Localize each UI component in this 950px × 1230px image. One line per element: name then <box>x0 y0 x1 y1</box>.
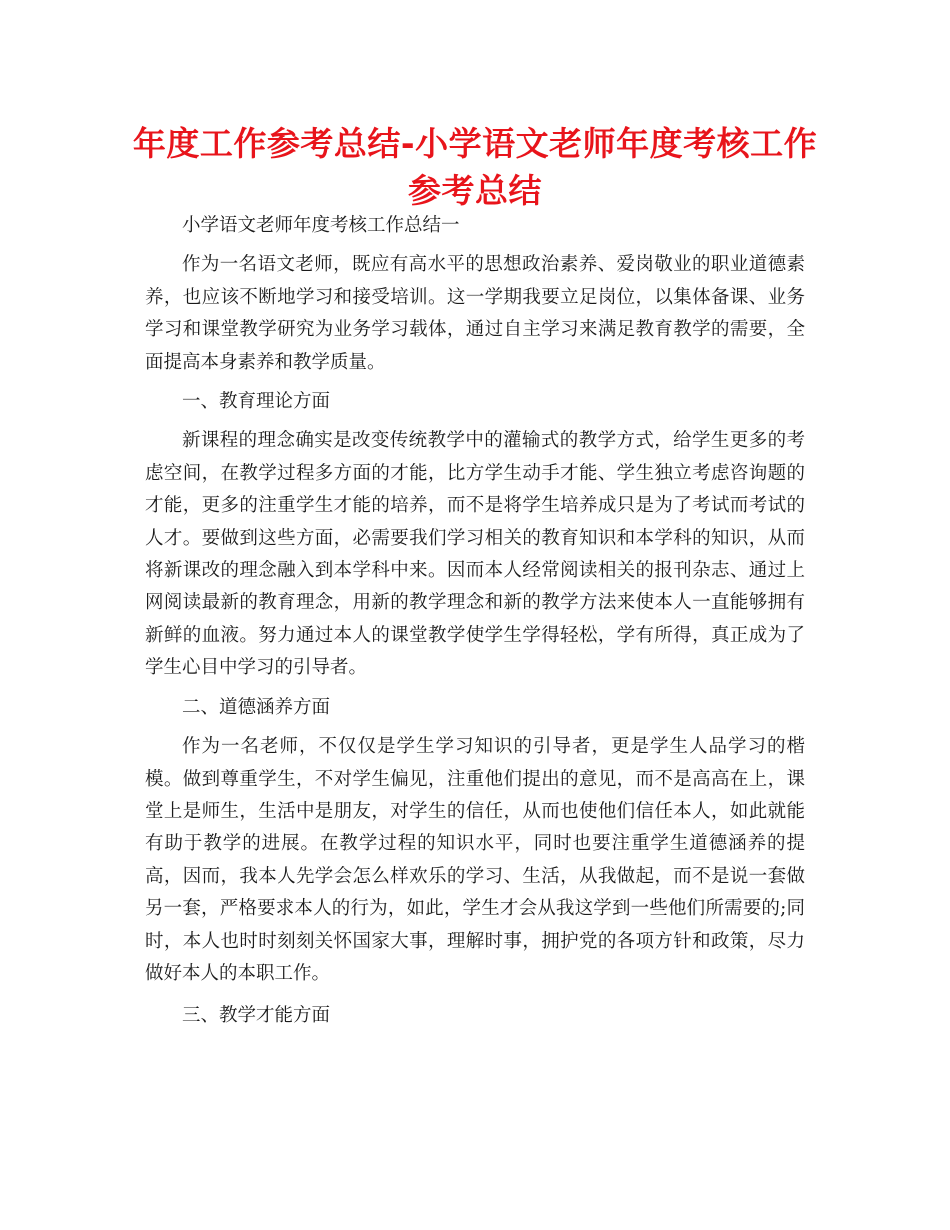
section-heading-moral-cultivation: 二、道德涵养方面 <box>182 696 331 718</box>
document-title: 年度工作参考总结-小学语文老师年度考核工作参考总结 <box>132 124 818 210</box>
document-subtitle: 小学语文老师年度考核工作总结一 <box>182 215 460 236</box>
section-paragraph-moral-cultivation: 作为一名老师，不仅仅是学生学习知识的引导者，更是学生人品学习的楷模。做到尊重学生，不对学生偏见，注重他们提出的意见，而不是高高在上，课堂上是师生，生活中是朋友，对学生的信任，从而也使他们信任本人，如此就能有助于教学的进展。在教学过程的知识水平，同时也要注重学生道德涵养的提高，因而，我本人先学会怎么样欢乐的学习、生活，从我做起，而不是说一套做另一套，严格要求本人的行为，如此，学生才会从我这学到一些他们所需要的;同时，本人也时时刻刻关怀国家大事，理解时事，拥护党的各项方针和政策，尽力做好本人的本职工作。 <box>145 736 805 984</box>
section-heading-teaching-ability: 三、教学才能方面 <box>182 1005 331 1027</box>
section-paragraph-education-theory: 新课程的理念确实是改变传统教学中的灌输式的教学方式，给学生更多的考虑空间，在教学过程多方面的才能，比方学生动手才能、学生独立考虑咨询题的才能，更多的注重学生才能的培养，而不是将学生培养成只是为了考试而考试的人才。要做到这些方面，必需要我们学习相关的教育知识和本学科的知识，从而将新课改的理念融入到本学科中来。因而本人经常阅读相关的报刊杂志、通过上网阅读最新的教育理念，用新的教学理念和新的教学方法来使本人一直能够拥有新鲜的血液。努力通过本人的课堂教学使学生学得轻松，学有所得，真正成为了学生心目中学习的引导者。 <box>145 430 805 679</box>
section-heading-education-theory: 一、教育理论方面 <box>182 391 331 413</box>
document-body <box>145 210 805 1033</box>
intro-paragraph: 作为一名语文老师，既应有高水平的思想政治素养、爱岗敬业的职业道德素养，也应该不断地学习和接受培训。这一学期我要立足岗位，以集体备课、业务学习和课堂教学研究为业务学习载体，通过自主学习来满足教育教学的需要，全面提高本身素养和教学质量。 <box>145 254 805 373</box>
